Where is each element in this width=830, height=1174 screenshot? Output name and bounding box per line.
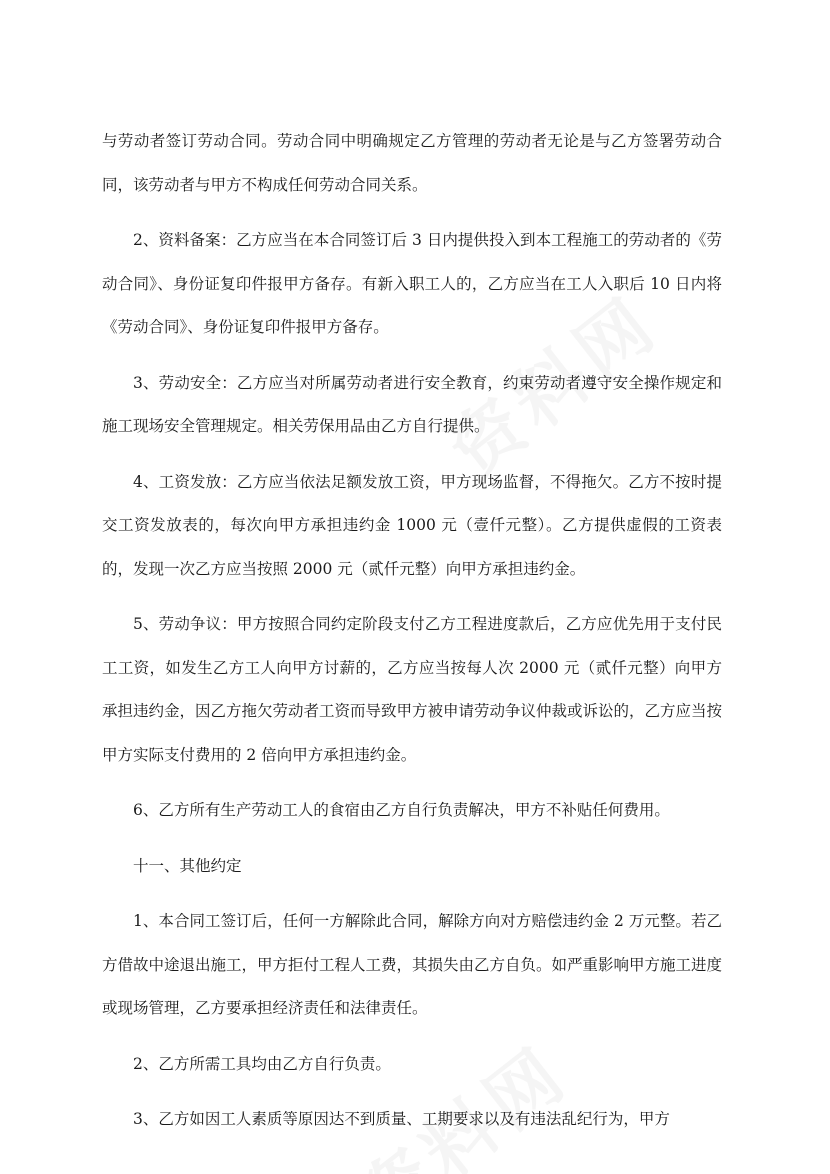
paragraph-other-3-quality: 3、乙方如因工人素质等原因达不到质量、工期要求以及有违法乱纪行为，甲方 bbox=[133, 1110, 670, 1128]
paragraph-clause-4-wages: 4、工资发放：乙方应当依法足额发放工资，甲方现场监督，不得拖欠。乙方不按时提交工资发放表的，每次向甲方承担违约金 1000 元（壹仟元整）。乙方提供虚假的工资表的，发现一次乙方应当按照 2000 元（贰仟元整）向甲方承担违约金。 bbox=[102, 472, 722, 578]
paragraph-clause-2-records: 2、资料备案：乙方应当在本合同签订后 3 日内提供投入到本工程施工的劳动者的《劳动合同》、身份证复印件报甲方备存。有新入职工人的，乙方应当在工人入职后 10 日内将《劳动合同》、身份证复印件报甲方备存。 bbox=[102, 231, 722, 336]
paragraph-continuation: 与劳动者签订劳动合同。劳动合同中明确规定乙方管理的劳动者无论是与乙方签署劳动合同，该劳动者与甲方不构成任何劳动合同关系。 bbox=[102, 132, 722, 194]
paragraph-other-2-tools: 2、乙方所需工具均由乙方自行负责。 bbox=[133, 1054, 391, 1073]
paragraph-clause-3-safety: 3、劳动安全：乙方应当对所属劳动者进行安全教育，约束劳动者遵守安全操作规定和施工现场安全管理规定。相关劳保用品由乙方自行提供。 bbox=[102, 373, 722, 435]
document-body bbox=[102, 120, 722, 1154]
paragraph-clause-5-disputes: 5、劳动争议：甲方按照合同约定阶段支付乙方工程进度款后，乙方应优先用于支付民工工资，如发生乙方工人向甲方讨薪的，乙方应当按每人次 2000 元（贰仟元整）向甲方承担违约金，因乙方拖欠劳动者工资而导致甲方被申请劳动争议仲裁或诉讼的，乙方应当按甲方实际支付费用的 2 倍向甲方承担违约金。 bbox=[102, 615, 723, 764]
paragraph-other-1-termination: 1、本合同工签订后，任何一方解除此合同，解除方向对方赔偿违约金 2 万元整。若乙方借故中途退出施工，甲方拒付工程人工费，其损失由乙方自负。如严重影响甲方施工进度或现场管理，乙方要承担经济责任和法律责任。 bbox=[102, 912, 723, 1017]
paragraph-clause-6-lodging: 6、乙方所有生产劳动工人的食宿由乙方自行负责解决，甲方不补贴任何费用。 bbox=[133, 801, 670, 819]
section-heading-other-terms: 十一、其他约定 bbox=[133, 856, 242, 875]
